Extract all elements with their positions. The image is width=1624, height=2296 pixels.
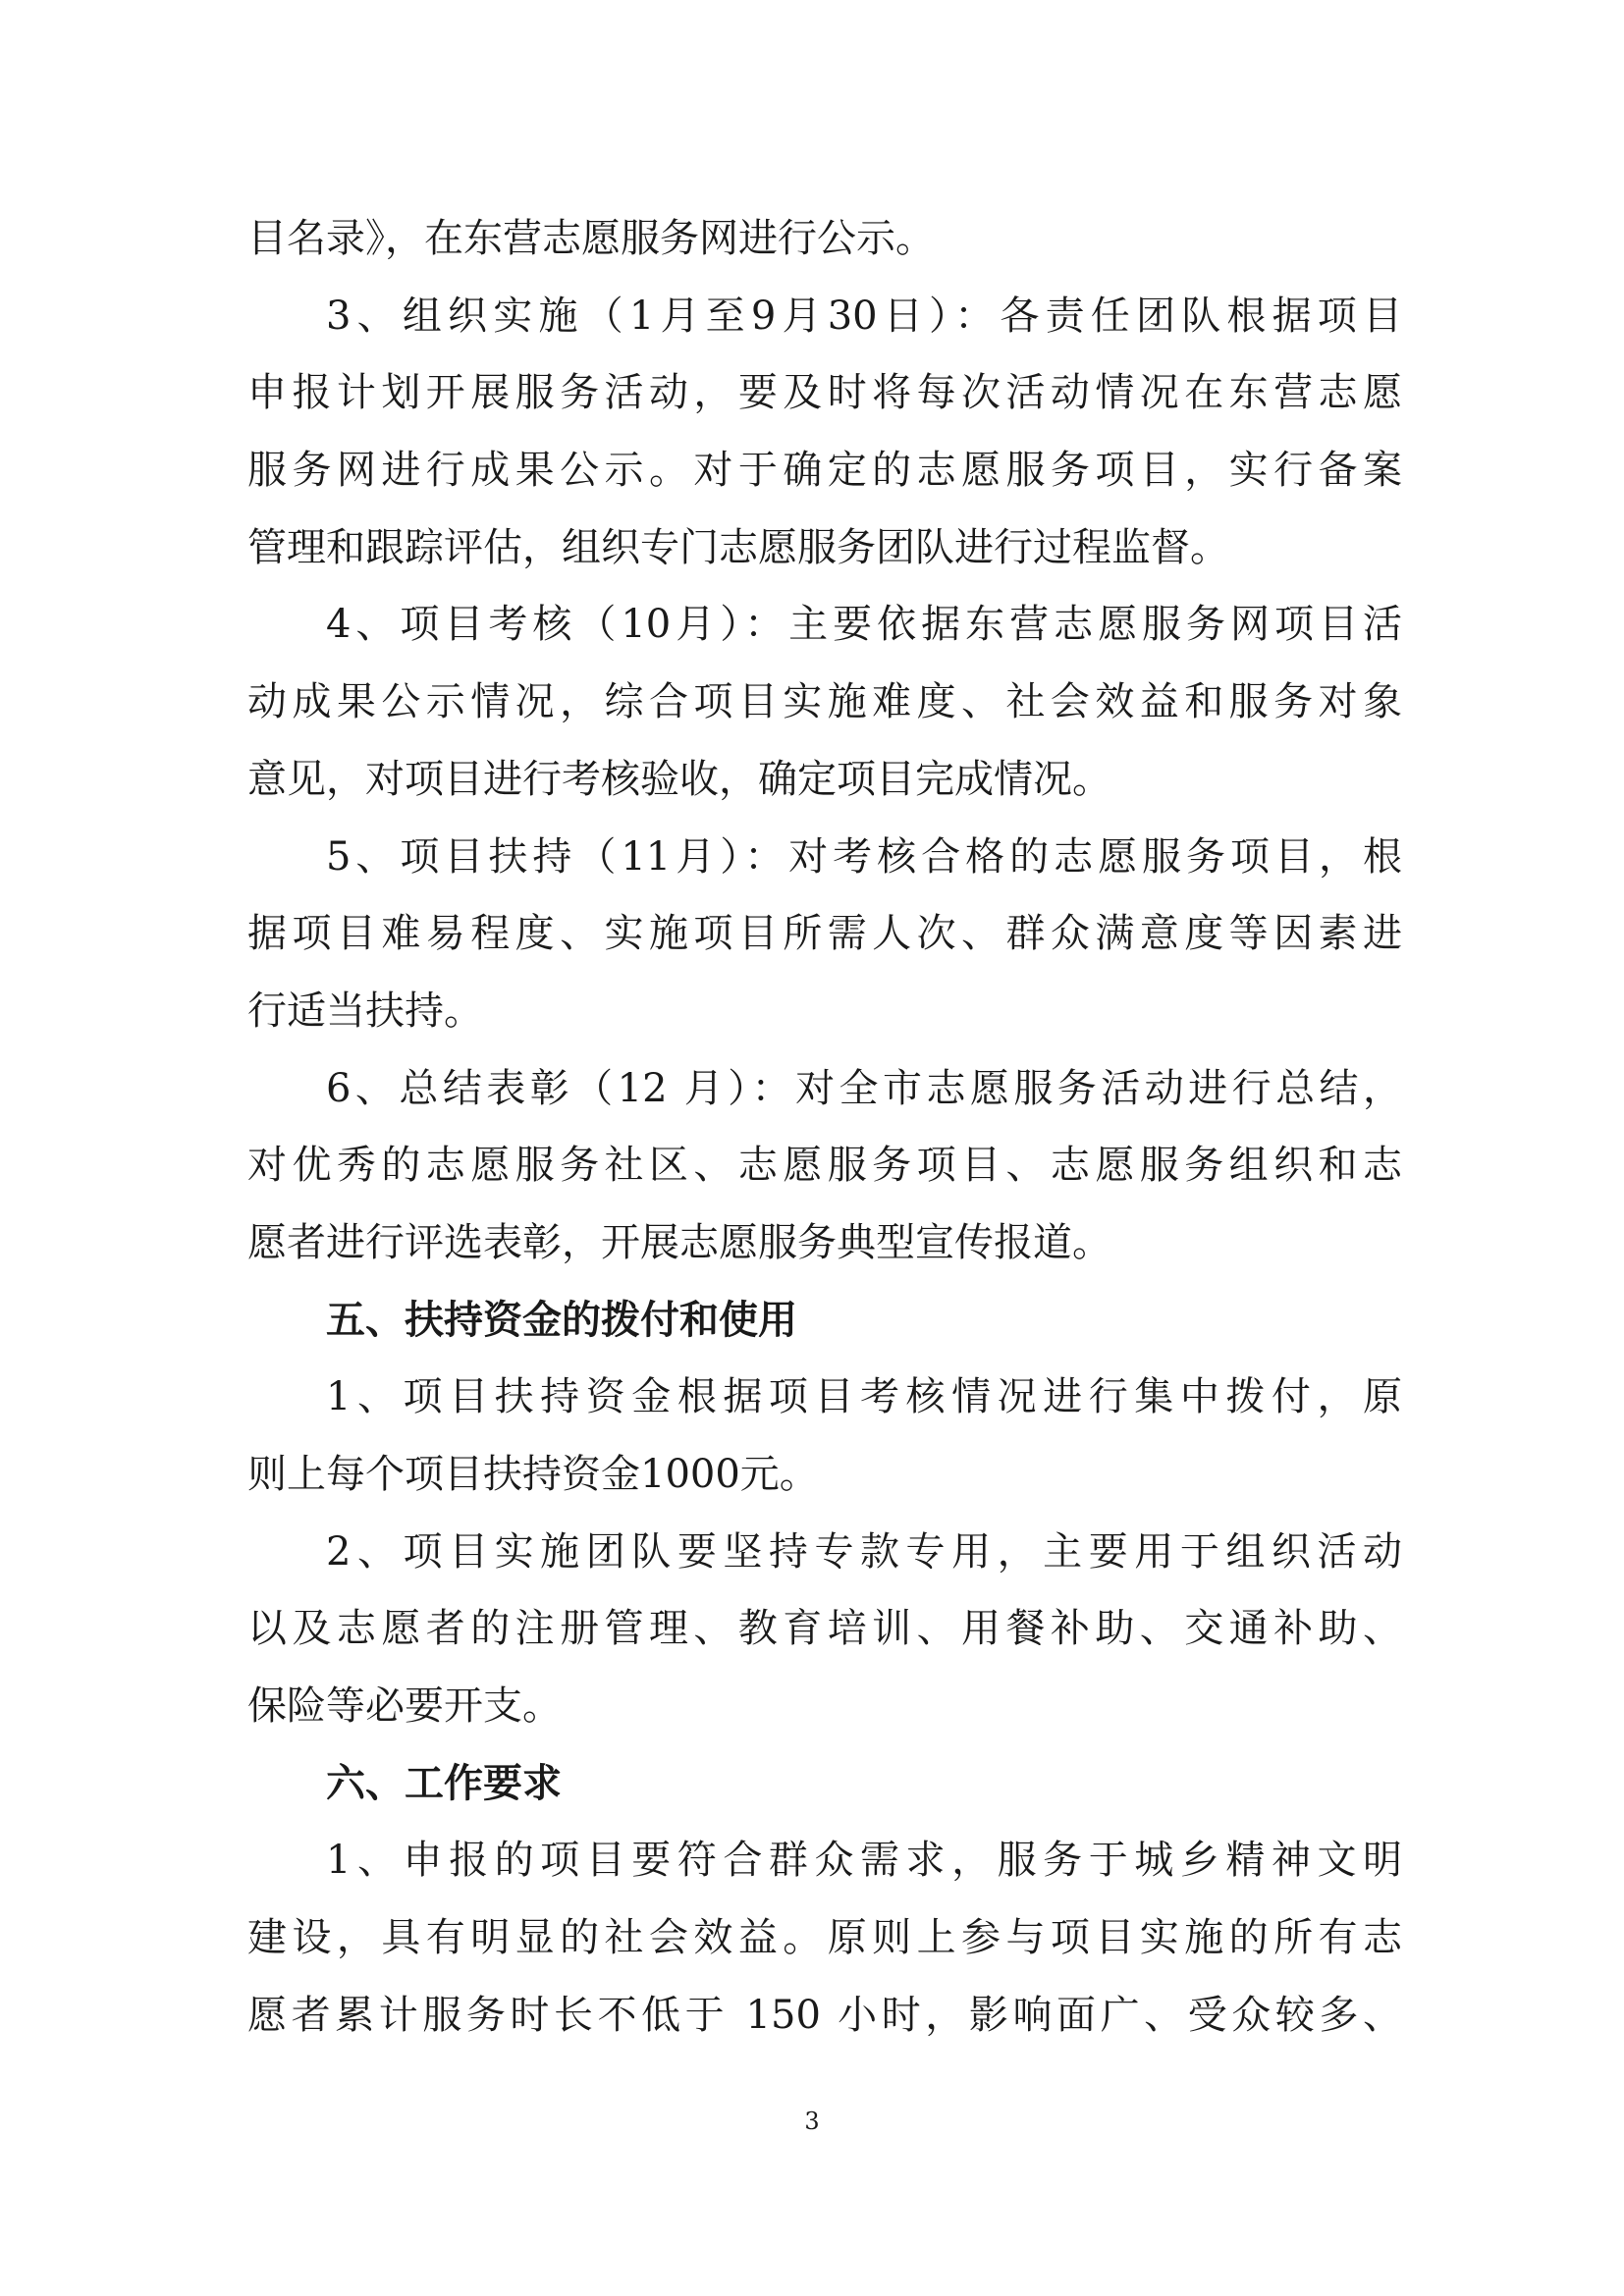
paragraph-line: 保险等必要开支。 [247, 1683, 562, 1730]
paragraph-line: 对优秀的志愿服务社区、志愿服务项目、志愿服务组织和志 [247, 1143, 1402, 1189]
paragraph-line: 6、总结表彰（12 月）：对全市志愿服务活动进行总结， [326, 1065, 1402, 1111]
paragraph-line: 1、项目扶持资金根据项目考核情况进行集中拨付，原 [326, 1374, 1402, 1420]
section-heading: 六、工作要求 [326, 1760, 562, 1806]
paragraph-line: 则上每个项目扶持资金1000元。 [247, 1452, 819, 1497]
paragraph-line: 2、项目实施团队要坚持专款专用，主要用于组织活动 [326, 1528, 1402, 1575]
paragraph-line: 意见，对项目进行考核验收，确定项目完成情况。 [247, 756, 1111, 802]
paragraph-line: 行适当扶持。 [247, 988, 483, 1034]
paragraph-line: 据项目难易程度、实施项目所需人次、群众满意度等因素进 [247, 911, 1402, 957]
paragraph-line: 5、项目扶持（11月）：对考核合格的志愿服务项目，根 [326, 833, 1402, 880]
paragraph-line: 目名录》，在东营志愿服务网进行公示。 [247, 216, 935, 261]
paragraph-line: 管理和跟踪评估，组织专门志愿服务团队进行过程监督。 [247, 524, 1229, 570]
paragraph-line: 以及志愿者的注册管理、教育培训、用餐补助、交通补助、 [247, 1606, 1402, 1652]
paragraph-line: 3、组织实施（1月至9月30日）：各责任团队根据项目 [326, 293, 1402, 339]
page-number: 3 [804, 2108, 820, 2135]
paragraph-line: 申报计划开展服务活动，要及时将每次活动情况在东营志愿 [247, 370, 1402, 416]
paragraph-line: 服务网进行成果公示。对于确定的志愿服务项目，实行备案 [247, 448, 1402, 494]
document-body [247, 200, 1402, 2055]
paragraph-line: 愿者累计服务时长不低于 150 小时，影响面广、受众较多、 [247, 1992, 1402, 2038]
paragraph-line: 4、项目考核（10月）：主要依据东营志愿服务网项目活 [326, 602, 1402, 648]
paragraph-line: 1、申报的项目要符合群众需求，服务于城乡精神文明 [326, 1838, 1402, 1884]
paragraph-line: 建设，具有明显的社会效益。原则上参与项目实施的所有志 [247, 1915, 1402, 1961]
paragraph-line: 动成果公示情况，综合项目实施难度、社会效益和服务对象 [247, 679, 1402, 725]
paragraph-line: 愿者进行评选表彰，开展志愿服务典型宣传报道。 [247, 1219, 1111, 1265]
section-heading: 五、扶持资金的拨付和使用 [326, 1297, 797, 1343]
